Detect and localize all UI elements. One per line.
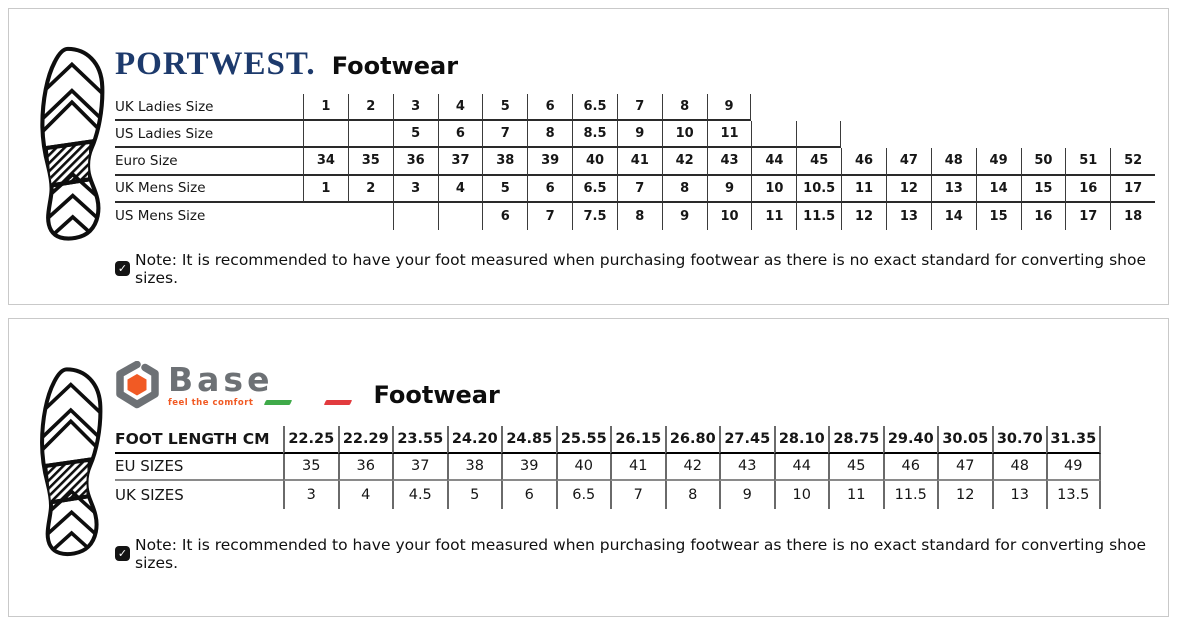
size-cell: 48 — [992, 454, 1047, 482]
size-row-label: US Mens Size — [115, 208, 206, 225]
size-cell: 3 — [283, 481, 338, 509]
size-table-row — [115, 203, 1168, 230]
size-cell: 5 — [447, 481, 502, 509]
size-cell: 6.5 — [556, 481, 611, 509]
size-cell: 39 — [527, 148, 572, 175]
size-cell: 11.5 — [883, 481, 938, 509]
size-cell: 13 — [931, 176, 976, 203]
size-cell: 42 — [665, 454, 720, 482]
portwest-header — [115, 9, 1168, 89]
size-cell: 13 — [992, 481, 1047, 509]
size-cell: 9 — [719, 481, 774, 509]
size-table-row — [115, 426, 1168, 454]
size-cell: 26.15 — [610, 426, 665, 454]
size-cell: 41 — [617, 148, 662, 175]
size-cell: 45 — [796, 148, 841, 175]
size-table-row — [115, 454, 1168, 482]
size-cell: 43 — [707, 148, 752, 175]
size-cell: 12 — [886, 176, 931, 203]
size-cell: 16 — [1021, 203, 1066, 230]
size-cell — [438, 203, 483, 230]
size-cell — [796, 121, 841, 148]
size-cell: 18 — [1110, 203, 1155, 230]
size-cell: 8 — [662, 176, 707, 203]
base-tagline: feel the comfort — [168, 397, 254, 408]
size-cell: 14 — [931, 203, 976, 230]
size-cell: 40 — [556, 454, 611, 482]
size-cell: 10 — [662, 121, 707, 148]
size-cell: 1 — [303, 176, 348, 203]
size-cell: 9 — [617, 121, 662, 148]
note-check-icon: ✓ — [115, 261, 130, 276]
size-row-label: Euro Size — [115, 148, 303, 175]
note-check-icon: ✓ — [115, 546, 130, 561]
red-flag-bar-icon — [324, 400, 352, 405]
size-cell: 6.5 — [572, 176, 617, 203]
size-cell: 10 — [751, 176, 796, 203]
size-cell: 8 — [665, 481, 720, 509]
base-logo-icon — [115, 361, 161, 413]
size-cell: 30.05 — [937, 426, 992, 454]
size-cell: 17 — [1110, 176, 1155, 203]
size-cell — [1065, 94, 1110, 121]
size-cell: 5 — [393, 121, 438, 148]
size-cell: 40 — [572, 148, 617, 175]
size-row-label: EU SIZES — [115, 454, 283, 482]
size-cell: 34 — [303, 148, 348, 175]
size-cell: 30.70 — [992, 426, 1047, 454]
size-cell: 31.35 — [1046, 426, 1101, 454]
size-cell — [1021, 94, 1066, 121]
size-cell: 51 — [1065, 148, 1110, 175]
size-cell: 44 — [751, 148, 796, 175]
size-cell: 16 — [1065, 176, 1110, 203]
size-cell: 13.5 — [1046, 481, 1101, 509]
size-cell — [303, 203, 348, 230]
size-cell: 8 — [617, 203, 662, 230]
size-cell: 35 — [283, 454, 338, 482]
size-cell — [348, 203, 393, 230]
size-cell: 22.29 — [338, 426, 393, 454]
size-cell: 47 — [886, 148, 931, 175]
size-cell — [393, 203, 438, 230]
size-cell: 8 — [527, 121, 572, 148]
size-cell: 2 — [348, 94, 393, 121]
size-cell: 29.40 — [883, 426, 938, 454]
base-size-table — [115, 426, 1168, 509]
size-cell: 7 — [482, 121, 527, 148]
size-cell: 3 — [393, 94, 438, 121]
size-cell: 11 — [751, 203, 796, 230]
size-cell: 44 — [774, 454, 829, 482]
size-cell — [348, 121, 393, 148]
size-cell: 28.10 — [774, 426, 829, 454]
size-cell: 46 — [841, 148, 886, 175]
size-cell: 12 — [841, 203, 886, 230]
size-row-label: UK Ladies Size — [115, 94, 303, 121]
size-cell: 41 — [610, 454, 665, 482]
size-cell — [841, 121, 886, 148]
size-cell: 22.25 — [283, 426, 338, 454]
base-logo-wordmark: Base — [168, 360, 274, 400]
size-cell: 49 — [976, 148, 1021, 175]
size-cell — [303, 121, 348, 148]
size-cell: 1 — [303, 94, 348, 121]
size-cell: 47 — [937, 454, 992, 482]
size-cell — [796, 94, 841, 121]
size-table-row — [115, 481, 1168, 509]
size-cell: 37 — [438, 148, 483, 175]
size-cell: 50 — [1021, 148, 1066, 175]
size-cell — [1021, 121, 1066, 148]
size-cell: 7 — [617, 94, 662, 121]
base-note — [115, 536, 1168, 572]
size-cell: 10 — [707, 203, 752, 230]
size-cell — [751, 94, 796, 121]
size-cell: 15 — [976, 203, 1021, 230]
size-cell: 45 — [828, 454, 883, 482]
size-cell: 17 — [1065, 203, 1110, 230]
size-cell: 10 — [774, 481, 829, 509]
shoe-sole-icon — [26, 367, 106, 561]
size-cell: 23.55 — [392, 426, 447, 454]
size-row-label: UK Mens Size — [115, 176, 303, 203]
size-cell: 2 — [348, 176, 393, 203]
size-row-label: FOOT LENGTH CM — [115, 426, 283, 454]
size-cell: 11 — [707, 121, 752, 148]
size-cell: 38 — [447, 454, 502, 482]
size-cell — [886, 121, 931, 148]
portwest-size-chart-panel — [8, 8, 1169, 305]
size-cell: 8.5 — [572, 121, 617, 148]
base-note-text: Note: It is recommended to have your foot measured when purchasing footwear as there is no exact standard for converting shoe sizes. — [135, 535, 1146, 572]
portwest-product-line-label: Footwear — [331, 52, 459, 80]
size-row-label: UK SIZES — [115, 485, 184, 504]
size-cell: 26.80 — [665, 426, 720, 454]
size-cell: 9 — [707, 94, 752, 121]
size-cell: 38 — [482, 148, 527, 175]
size-cell: 6 — [438, 121, 483, 148]
size-cell — [931, 94, 976, 121]
size-row-label: US Ladies Size — [115, 121, 303, 148]
size-cell: 39 — [501, 454, 556, 482]
size-cell: 7.5 — [572, 203, 617, 230]
size-cell: 7 — [617, 176, 662, 203]
size-cell: 13 — [886, 203, 931, 230]
size-cell: 6 — [501, 481, 556, 509]
size-cell: 3 — [393, 176, 438, 203]
size-cell — [1065, 121, 1110, 148]
size-cell: 4 — [438, 176, 483, 203]
size-cell — [1110, 121, 1155, 148]
size-cell: 24.20 — [447, 426, 502, 454]
size-cell: 10.5 — [796, 176, 841, 203]
size-cell: 12 — [937, 481, 992, 509]
size-cell: 11 — [841, 176, 886, 203]
size-cell: 43 — [719, 454, 774, 482]
size-cell: 25.55 — [556, 426, 611, 454]
base-logo — [168, 360, 351, 408]
size-cell: 7 — [610, 481, 665, 509]
portwest-note — [115, 251, 1168, 287]
size-cell — [976, 121, 1021, 148]
size-cell: 14 — [976, 176, 1021, 203]
shoe-sole-icon — [26, 46, 108, 246]
size-cell: 36 — [338, 454, 393, 482]
size-table-row — [115, 94, 1168, 121]
base-header — [115, 319, 1168, 413]
size-cell: 6.5 — [572, 94, 617, 121]
size-cell: 28.75 — [828, 426, 883, 454]
size-cell — [1110, 94, 1155, 121]
portwest-size-table — [115, 94, 1168, 230]
size-cell — [841, 94, 886, 121]
size-cell: 4 — [438, 94, 483, 121]
size-cell: 35 — [348, 148, 393, 175]
size-table-row — [115, 121, 1168, 148]
size-cell: 7 — [527, 203, 572, 230]
size-cell: 36 — [393, 148, 438, 175]
size-cell: 15 — [1021, 176, 1066, 203]
size-cell: 4.5 — [392, 481, 447, 509]
size-cell: 6 — [527, 94, 572, 121]
size-cell: 6 — [527, 176, 572, 203]
size-cell: 8 — [662, 94, 707, 121]
green-flag-bar-icon — [264, 400, 292, 405]
size-cell: 9 — [662, 203, 707, 230]
base-product-line-label: Footwear — [373, 381, 500, 409]
size-cell: 24.85 — [501, 426, 556, 454]
size-cell: 4 — [338, 481, 393, 509]
size-table-row — [115, 176, 1168, 203]
size-cell: 37 — [392, 454, 447, 482]
size-cell: 48 — [931, 148, 976, 175]
size-cell: 6 — [482, 203, 527, 230]
base-tagline-row — [168, 398, 351, 408]
size-cell — [931, 121, 976, 148]
size-cell — [886, 94, 931, 121]
size-cell — [976, 94, 1021, 121]
size-cell: 11 — [828, 481, 883, 509]
size-cell — [751, 121, 796, 148]
size-table-row — [115, 148, 1168, 175]
size-cell: 52 — [1110, 148, 1155, 175]
size-cell: 11.5 — [796, 203, 841, 230]
size-cell: 5 — [482, 94, 527, 121]
size-cell: 27.45 — [719, 426, 774, 454]
size-cell: 9 — [707, 176, 752, 203]
size-cell: 46 — [883, 454, 938, 482]
size-cell: 49 — [1046, 454, 1101, 482]
portwest-note-text: Note: It is recommended to have your foot measured when purchasing footwear as there is no exact standard for converting shoe sizes. — [135, 250, 1146, 287]
base-size-chart-panel — [8, 318, 1169, 617]
size-cell: 5 — [482, 176, 527, 203]
portwest-logo: PORTWEST. — [115, 46, 316, 82]
size-cell: 42 — [662, 148, 707, 175]
